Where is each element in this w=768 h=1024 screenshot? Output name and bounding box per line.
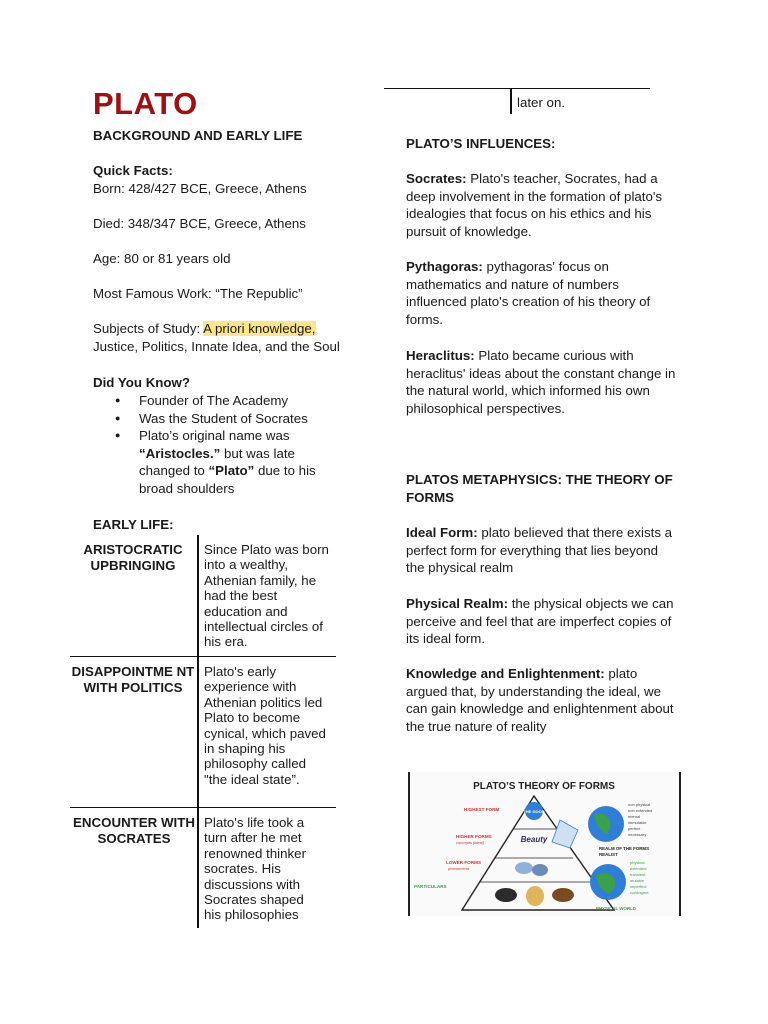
realm-of-forms-label: REALM OF THE FORMS — [599, 846, 650, 851]
theory-of-forms-illustration — [410, 772, 679, 916]
realist-label: REALIST — [599, 852, 618, 857]
form-property: non physical — [628, 802, 651, 807]
pythagoras-influence — [406, 258, 678, 328]
form-property: necessary — [628, 832, 647, 837]
ideal-form — [406, 524, 678, 577]
table-row-label: ARISTOCRATIC UPBRINGING — [83, 542, 183, 573]
world-property: transient — [630, 872, 646, 877]
figure-title: PLATO’S THEORY OF FORMS — [473, 781, 615, 792]
world-property: physical — [630, 860, 645, 865]
physical-realm-label: Physical Realm: — [406, 596, 508, 611]
the-good-label: THE GOOD — [523, 809, 545, 814]
heraclitus-influence — [406, 347, 678, 417]
cube-icon — [552, 820, 578, 848]
continued-text: later on. — [517, 95, 566, 110]
form-property: non extended — [628, 808, 653, 813]
world-property: imperfect — [630, 884, 647, 889]
table-row-text: Since Plato was born into a wealthy, Athenian family, he had the best education and intellectual circles of his era. — [204, 542, 329, 650]
subjects-prefix: Subjects of Study: — [93, 321, 204, 336]
form-property: eternal — [628, 814, 641, 819]
pythagoras-text: pythagoras' focus on mathematics and nature of numbers influenced plato's creation of his theory of forms. — [406, 259, 651, 327]
continued-table-divider — [510, 88, 512, 114]
form-property: immutable — [628, 820, 647, 825]
table-row-divider — [70, 807, 336, 808]
physical-realm — [406, 595, 678, 648]
socrates-text: Plato's teacher, Socrates, had a deep involvement in the formation of plato's idealogies that focus on his ethics and his pursuit of knowledge. — [406, 171, 663, 239]
pythagoras-label: Pythagoras: — [406, 259, 483, 274]
heraclitus-text: Plato became curious with heraclitus' ideas about the constant change in the natural world, which informed his own philosophical perspectives. — [406, 348, 676, 416]
horse-icon — [515, 862, 533, 874]
lower-forms-label: LOWER FORMS — [446, 860, 481, 865]
beauty-label: Beauty — [520, 835, 548, 844]
did-you-know-label: Did You Know? — [93, 375, 191, 390]
influences-heading: PLATO’S INFLUENCES: — [406, 136, 556, 151]
fact-text: but was late changed to — [139, 445, 295, 479]
physical-realm-text: the physical objects we can perceive and feel that are imperfect copies of its ideal form. — [406, 596, 674, 647]
horse-icon — [552, 888, 574, 902]
section-heading: BACKGROUND AND EARLY LIFE — [93, 128, 303, 143]
died-fact: Died: 348/347 BCE, Greece, Athens — [93, 216, 306, 231]
continued-table-border — [384, 88, 650, 89]
knowledge-label: Knowledge and Enlightenment: — [406, 666, 605, 681]
age-fact: Age: 80 or 81 years old — [93, 251, 231, 266]
form-property: perfect — [628, 826, 641, 831]
table-divider — [197, 535, 199, 928]
table-row-divider — [70, 656, 336, 657]
did-you-know-list — [93, 392, 343, 498]
particulars-label: PARTICULARS — [414, 884, 447, 889]
knowledge-enlightenment — [406, 665, 678, 735]
horse-icon — [532, 864, 548, 876]
table-row-label: ENCOUNTER WITH SOCRATES — [73, 815, 195, 846]
subjects-rest: Justice, Politics, Innate Idea, and the Soul — [93, 338, 340, 354]
original-name: “Aristocles.” — [139, 445, 221, 461]
table-row-label: DISAPPOINTME NT WITH POLITICS — [71, 664, 195, 695]
page-title: PLATO — [93, 86, 198, 121]
world-property: extended — [630, 866, 647, 871]
table-row-text: Plato's early experience with Athenian politics led Plato to become cynical, which paved in shaping his philosophy called "the ideal state”. — [204, 664, 326, 787]
metaphysics-heading: PLATOS METAPHYSICS: THE THEORY OF FORMS — [406, 472, 673, 505]
higher-forms-label: HIGHER FORMS — [456, 834, 492, 839]
subjects-highlight: A priori knowledge, — [203, 321, 316, 336]
table-row-text: Plato's life took a turn after he met renowned thinker socrates. His discussions with Socrates shaped his philosophies — [204, 815, 307, 923]
physical-world-label: PHYSICAL WORLD — [596, 906, 636, 911]
knowledge-text: plato argued that, by understanding the ideal, we can gain knowledge and enlightenment about the true nature of reality — [406, 666, 674, 734]
quick-facts-label: Quick Facts: — [93, 163, 173, 178]
list-item: ● Was the Student of Socrates — [93, 410, 343, 428]
list-item: ● Founder of The Academy — [93, 392, 343, 410]
highest-form-label: HIGHEST FORM — [464, 807, 500, 812]
horse-icon — [495, 888, 517, 902]
early-life-label: EARLY LIFE: — [93, 517, 174, 532]
ideal-form-label: Ideal Form: — [406, 525, 478, 540]
heraclitus-label: Heraclitus: — [406, 348, 475, 363]
world-property: mutable — [630, 878, 645, 883]
phenomena-label: phenomena — [448, 866, 470, 871]
list-item — [93, 427, 334, 497]
theory-of-forms-figure — [408, 772, 681, 916]
fact-text: Plato’s original name was — [139, 428, 290, 444]
subjects-fact — [93, 320, 368, 355]
famous-work-fact: Most Famous Work: “The Republic” — [93, 286, 303, 301]
world-property: contingent — [630, 890, 649, 895]
ideas-label: concepts [ideal] — [456, 840, 484, 845]
person-icon — [526, 886, 544, 906]
socrates-label: Socrates: — [406, 171, 467, 186]
born-fact: Born: 428/427 BCE, Greece, Athens — [93, 181, 307, 196]
ideal-form-text: plato believed that there exists a perfect form for everything that lies beyond the physical realm — [406, 525, 673, 576]
new-name: “Plato” — [208, 463, 255, 479]
fact-text: due to his broad shoulders — [139, 463, 316, 496]
socrates-influence — [406, 170, 678, 240]
